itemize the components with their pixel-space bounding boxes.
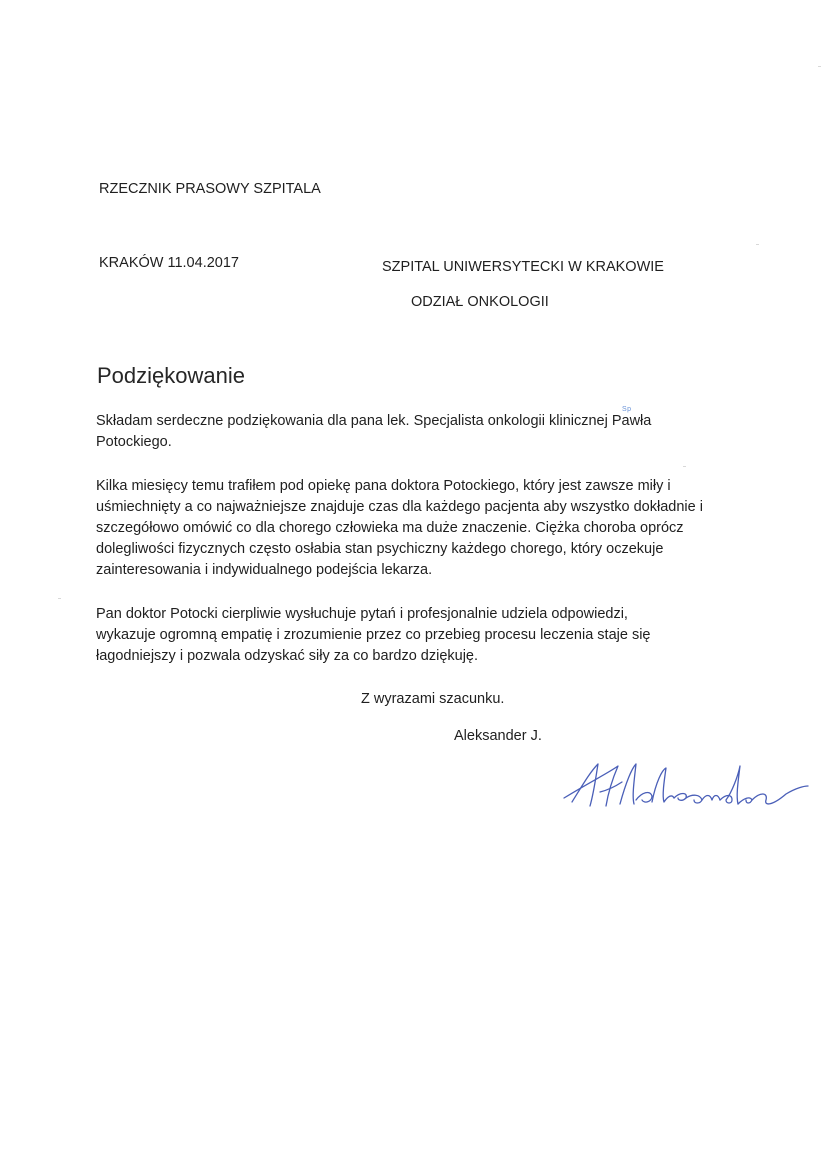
paragraph-3: [96, 604, 736, 667]
paragraph-2-line: Kilka miesięcy temu trafiłem pod opiekę pana doktora Potockiego, który jest zawsze miły i: [96, 478, 671, 494]
handwritten-signature: [560, 752, 810, 834]
stamp-fragment: Sp: [622, 406, 632, 413]
hospital-name: SZPITAL UNIWERSYTECKI W KRAKOWIE: [382, 259, 664, 275]
paragraph-2-line: uśmiechnięty a co najważniejsze znajduje czas dla każdego pacjenta aby wszystko dokładnie i: [96, 499, 703, 515]
letter-title: Podziękowanie: [97, 363, 245, 388]
paragraph-1-line: Składam serdeczne podziękowania dla pana lek. Specjalista onkologii klinicznej Pawła: [96, 413, 652, 429]
scan-speck: [818, 66, 821, 67]
signer-name: Aleksander J.: [454, 728, 542, 744]
paragraph-3-line: Pan doktor Potocki cierpliwie wysłuchuje pytań i profesjonalnie udziela odpowiedzi,: [96, 606, 628, 622]
closing-phrase: Z wyrazami szacunku.: [361, 691, 505, 707]
paragraph-1: [96, 411, 736, 453]
scan-speck: [683, 466, 686, 467]
paragraph-2-line: dolegliwości fizycznych często osłabia stan psychiczny każdego chorego, który oczekuje: [96, 541, 664, 557]
ward-name: ODZIAŁ ONKOLOGII: [411, 294, 549, 310]
scan-speck: [58, 598, 61, 599]
paragraph-1-line: Potockiego.: [96, 434, 172, 450]
department-header: RZECZNIK PRASOWY SZPITALA: [99, 181, 321, 197]
place-date: KRAKÓW 11.04.2017: [99, 255, 239, 271]
paragraph-2: [96, 476, 736, 581]
scan-speck: [756, 244, 759, 245]
paragraph-3-line: łagodniejszy i pozwala odzyskać siły za co bardzo dziękuję.: [96, 648, 479, 664]
paragraph-2-line: zainteresowania i indywidualnego podejścia lekarza.: [96, 562, 433, 578]
paragraph-3-line: wykazuje ogromną empatię i zrozumienie przez co przebieg procesu leczenia staje się: [96, 627, 651, 643]
paragraph-2-line: szczegółowo omówić co dla chorego człowieka ma duże znaczenie. Ciężka choroba oprócz: [96, 520, 684, 536]
